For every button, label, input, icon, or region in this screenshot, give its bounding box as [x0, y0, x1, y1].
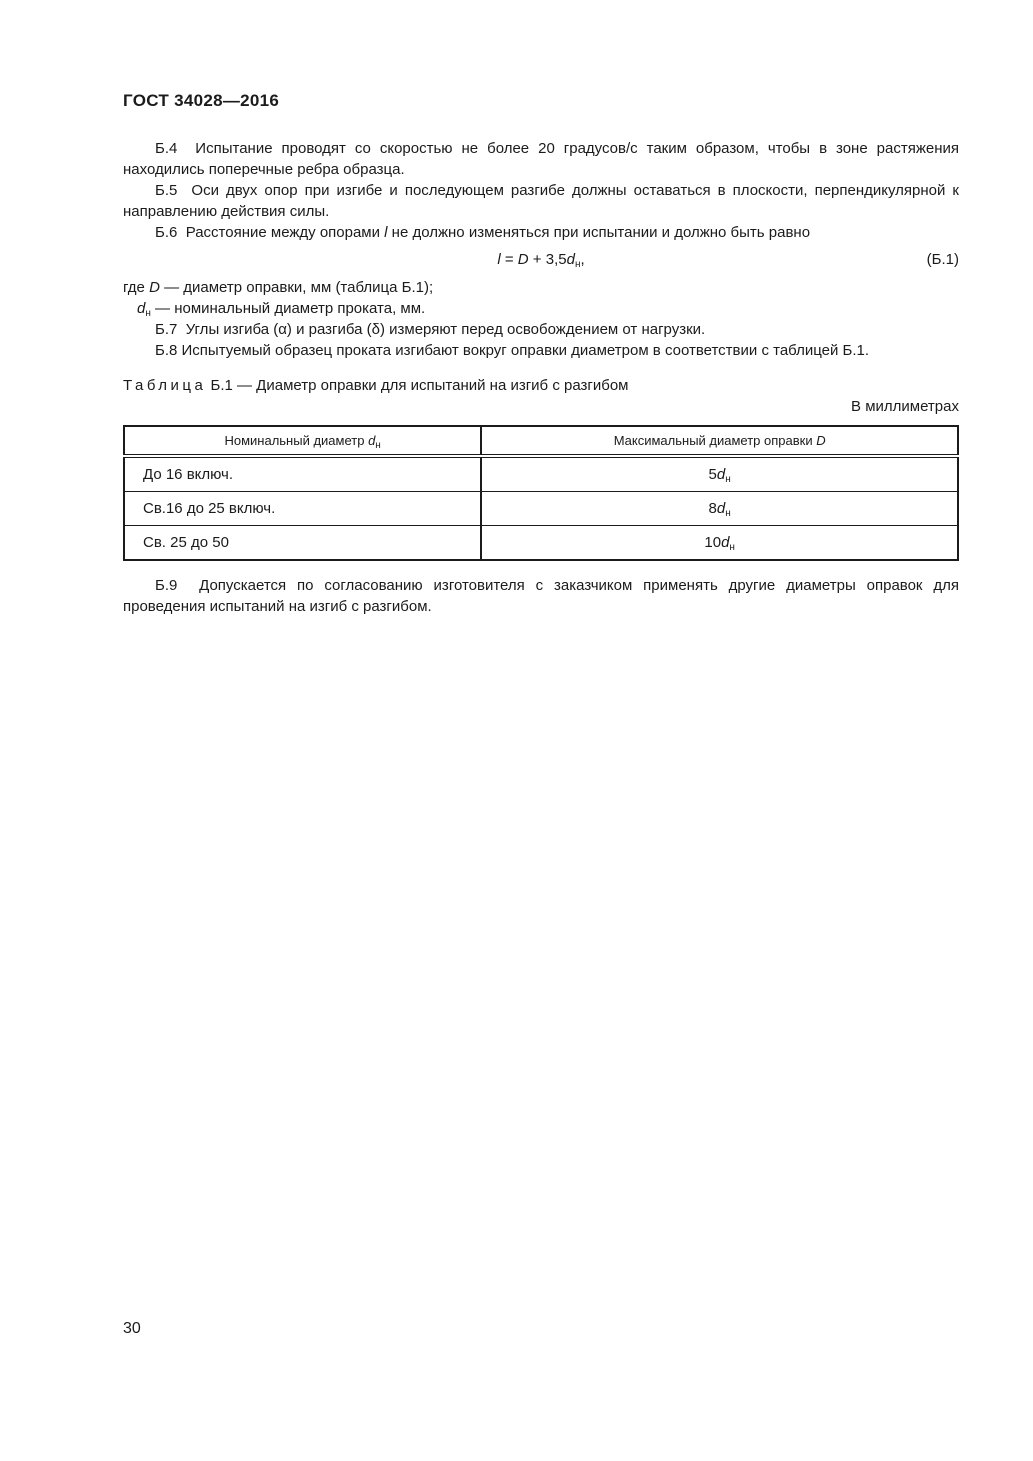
clause-b9: Б.9 Допускается по согласованию изготовителя с заказчиком применять другие диаметры оправок для проведения испытаний на изгиб с разгибом.	[123, 577, 964, 615]
table-caption-word: Таблица	[123, 377, 207, 394]
variable-D: D	[517, 251, 529, 268]
subscript-n: н	[574, 259, 581, 270]
clause-b5: Б.5 Оси двух опор при изгибе и последующем разгибе должны оставаться в плоскости, перпендикулярной к направлению действия силы.	[123, 182, 964, 220]
table-b1-caption	[123, 375, 959, 396]
clause-b6-pre: Б.6 Расстояние между опорами	[155, 224, 385, 241]
formula-b1-row	[123, 249, 959, 271]
variable-l: l	[497, 251, 501, 268]
formula-number: (Б.1)	[926, 251, 959, 268]
column-header-nominal-diameter: Номинальный диаметр $d_н$	[124, 426, 481, 456]
variable-dn: d	[721, 534, 730, 551]
variable-D: D	[149, 279, 160, 296]
where-definition-dn	[123, 298, 959, 319]
equals-sign: =	[500, 251, 518, 268]
subscript-n: н	[729, 542, 735, 553]
table-b1	[123, 425, 959, 561]
mandrel-diameter-cell: $8d_н$	[481, 492, 958, 526]
variable-dn: d	[716, 466, 726, 483]
where-definition-D	[123, 277, 959, 298]
table-caption-text: Б.1 — Диаметр оправки для испытаний на изгиб с разгибом	[206, 377, 629, 394]
plus-sign: +	[528, 251, 546, 268]
subscript-n: н	[375, 440, 381, 451]
clause-b4: Б.4 Испытание проводят со скоростью не более 20 градусов/с таким образом, чтобы в зоне растяжения находились поперечные ребра образца.	[123, 140, 964, 178]
page-number: 30	[123, 1320, 141, 1337]
table-row	[124, 526, 958, 561]
formula-b1	[497, 251, 584, 268]
clause-b7: Б.7 Углы изгиба (α) и разгиба (δ) измеряют перед освобождением от нагрузки.	[155, 321, 706, 338]
table-row	[124, 492, 958, 526]
subscript-n: н	[145, 308, 151, 319]
where-lead: где	[123, 279, 150, 296]
where-dn-text: — номинальный диаметр проката, мм.	[150, 300, 426, 317]
diameter-range-cell: Св.16 до 25 включ.	[124, 492, 481, 526]
clause-b6	[123, 222, 959, 243]
table-header-row	[124, 426, 958, 456]
mandrel-diameter-cell: $10d_н$	[481, 526, 958, 561]
variable-l: l	[384, 224, 388, 241]
column-header-max-mandrel-diameter: Максимальный диаметр оправки D	[481, 426, 958, 456]
diameter-range-cell: До 16 включ.	[124, 456, 481, 492]
mandrel-diameter-cell: $5d_н$	[481, 456, 958, 492]
variable-dn: d	[368, 433, 376, 448]
variable-D: D	[816, 433, 826, 448]
clause-b6-post: не должно изменяться при испытании и должно быть равно	[387, 224, 811, 241]
variable-dn: d	[566, 251, 575, 268]
coefficient: 3,5	[545, 251, 567, 268]
table-row	[124, 456, 958, 492]
where-D-text: — диаметр оправки, мм (таблица Б.1);	[159, 279, 434, 296]
table-units-note: В миллиметрах	[851, 398, 959, 415]
clause-b8: Б.8 Испытуемый образец проката изгибают вокруг оправки диаметром в соответствии с таблицей Б.1.	[155, 342, 870, 359]
document-body	[123, 138, 964, 617]
comma: ,	[580, 251, 585, 268]
diameter-range-cell: Св. 25 до 50	[124, 526, 481, 561]
subscript-n: н	[725, 474, 731, 485]
document-title: ГОСТ 34028—2016	[123, 91, 280, 110]
subscript-n: н	[725, 508, 731, 519]
variable-dn: d	[716, 500, 726, 517]
variable-dn: d	[137, 300, 146, 317]
